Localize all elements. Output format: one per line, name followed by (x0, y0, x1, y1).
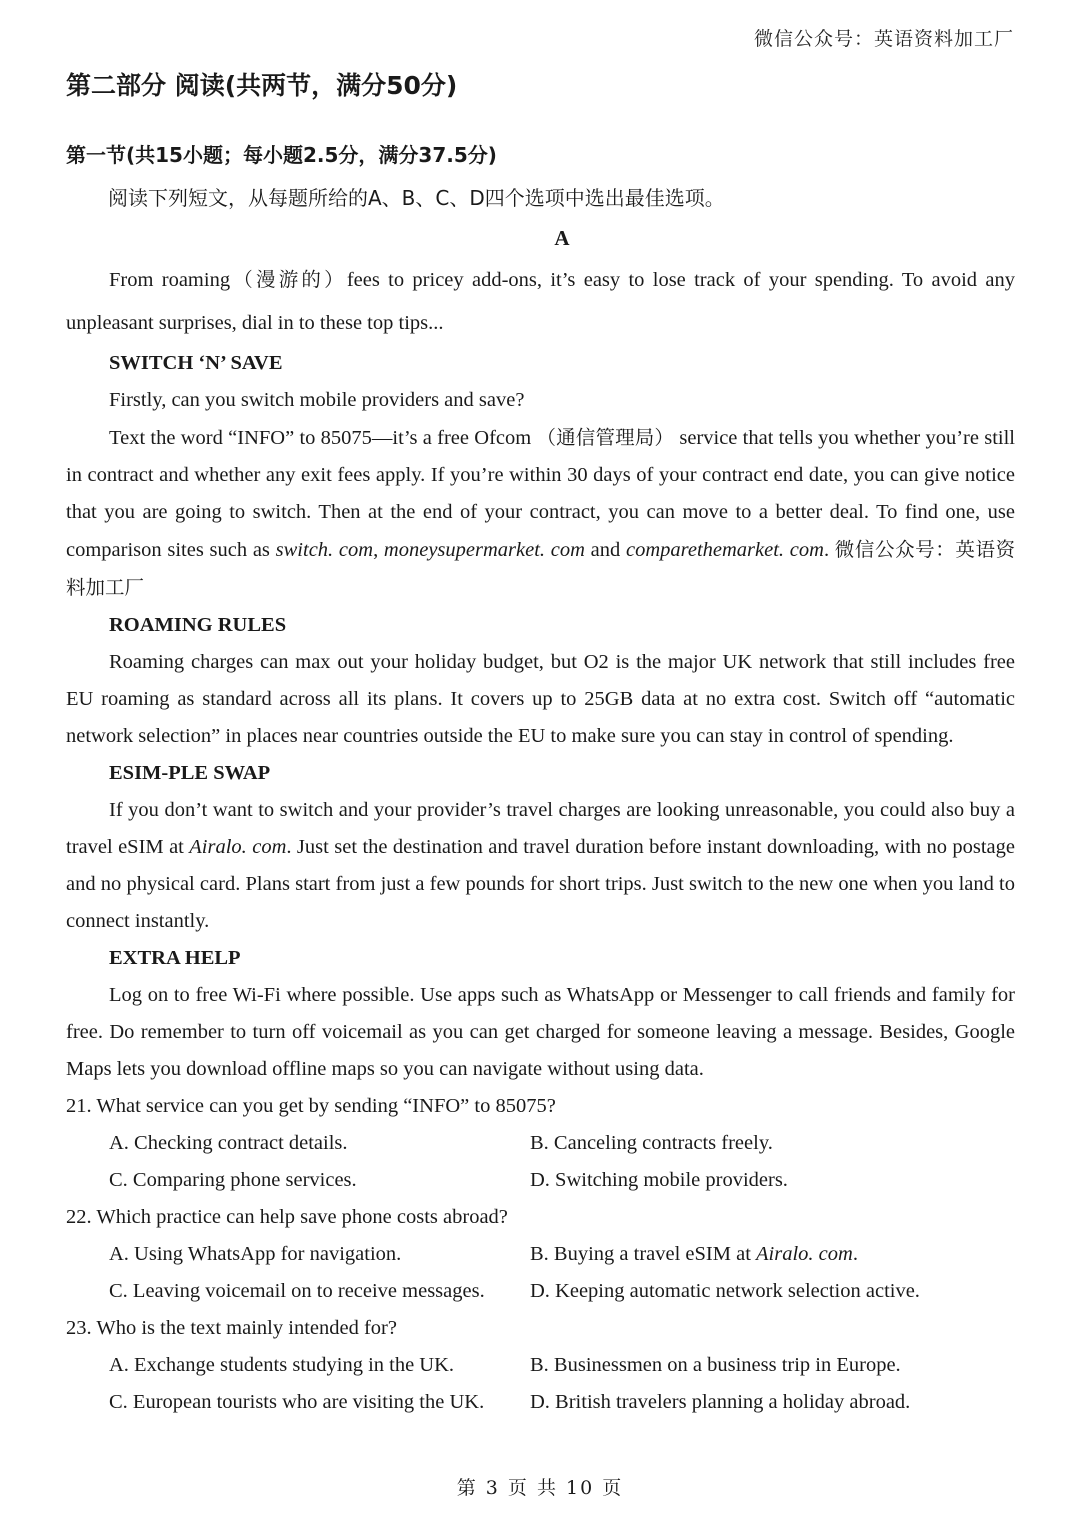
switch-text-b: service that tells you whether you’re still in contract and whether any exit fees apply. If you’re within 30 days of your contract end date, you can give notice that you are going to switch. Then at the end of your contract, you can move to a better deal. To find one, use comparison sites such as (66, 427, 1015, 561)
esim-text-1: If you don’t want to switch and your provider’s travel charges are looking unreasonable, you could also buy a travel eSIM at (66, 799, 1015, 858)
q21-option-d[interactable]: D. Switching mobile providers. (530, 1169, 788, 1191)
question-23-options (66, 1347, 1015, 1421)
heading-roaming: ROAMING RULES (109, 614, 287, 636)
switch-cjk-note: （通信管理局） (536, 426, 675, 449)
instruction: 阅读下列短文，从每题所给的A、B、C、D四个选项中选出最佳选项。 (108, 186, 725, 210)
q22-option-b[interactable] (530, 1236, 1010, 1273)
site-moneysupermarket: moneysupermarket. com (383, 539, 585, 561)
extra-help-paragraph: Log on to free Wi-Fi where possible. Use apps such as WhatsApp or Messenger to call friends and family for free. Do remember to turn off voicemail as you can get charged for someone leaving a message. Besides, Google Maps lets you download offline maps so you can navigate without using data. (66, 984, 1015, 1080)
heading-esim: ESIM-PLE SWAP (109, 762, 271, 784)
q21-option-b[interactable]: B. Canceling contracts freely. (530, 1132, 773, 1154)
q23-option-a[interactable]: A. Exchange students studying in the UK. (109, 1354, 455, 1376)
sep-1: , (373, 539, 379, 561)
heading-extra-help: EXTRA HELP (109, 947, 241, 969)
q22-option-b-text: B. Buying a travel eSIM at (530, 1243, 751, 1265)
q22-option-c[interactable]: C. Leaving voicemail on to receive messages. (109, 1280, 485, 1302)
esim-paragraph (66, 792, 1015, 940)
question-23-stem: 23. Who is the text mainly intended for? (66, 1317, 397, 1339)
sep-2: and (590, 539, 621, 561)
question-21-options (66, 1125, 1015, 1199)
esim-text-2: . Just set the destination and travel duration before instant downloading, with no postage and no physical card. Plans start from just a few pounds for short trips. Just switch to the new one when you land to connect instantly. (66, 836, 1015, 932)
q22-option-d[interactable]: D. Keeping automatic network selection active. (530, 1280, 920, 1302)
q22-option-b-site: Airalo. com (756, 1243, 853, 1265)
switch-paragraph-1: Firstly, can you switch mobile providers and save? (109, 389, 525, 411)
site-airalo: Airalo. com (189, 836, 287, 858)
intro-cjk-note: （漫游的） (230, 268, 347, 291)
q22-option-a[interactable]: A. Using WhatsApp for navigation. (109, 1243, 402, 1265)
q21-option-a[interactable]: A. Checking contract details. (109, 1132, 348, 1154)
site-switch: switch. com (275, 539, 374, 561)
switch-paragraph-2 (66, 419, 1015, 607)
switch-tail: . (823, 539, 830, 561)
page-number: 第 3 页 共 10 页 (456, 1477, 624, 1499)
question-21-stem: 21. What service can you get by sending “INFO” to 85075? (66, 1095, 556, 1117)
header-watermark: 微信公众号：英语资料加工厂 (753, 28, 1014, 50)
heading-switch: SWITCH ‘N’ SAVE (109, 352, 283, 374)
passage-label: A (554, 226, 570, 250)
roaming-paragraph: Roaming charges can max out your holiday budget, but O2 is the major UK network that still includes free EU roaming as standard across all its plans. It covers up to 25GB data at no extra cost. Switch off “automatic network selection” in places near countries outside the EU to make sure you can stay in control of spending. (66, 651, 1015, 747)
q23-option-d[interactable]: D. British travelers planning a holiday abroad. (530, 1391, 911, 1413)
q23-option-b[interactable]: B. Businessmen on a business trip in Europe. (530, 1354, 901, 1376)
q21-option-c[interactable]: C. Comparing phone services. (109, 1169, 357, 1191)
q22-option-b-end: . (852, 1243, 858, 1265)
q23-option-c[interactable]: C. European tourists who are visiting the UK. (109, 1391, 485, 1413)
intro-text-2: fees to pricey add-ons, it’s easy to lose track of your spending. To avoid any unpleasant surprises, dial in to these top tips... (66, 269, 1015, 334)
intro-paragraph (66, 258, 1015, 345)
question-22-stem: 22. Which practice can help save phone costs abroad? (66, 1206, 508, 1228)
part-title: 第二部分 阅读(共两节，满分50分) (66, 71, 458, 100)
switch-text-a: Text the word “INFO” to 85075—it’s a free Ofcom (109, 427, 532, 449)
site-comparethemarket: comparethemarket. com (625, 539, 824, 561)
inline-watermark: 微信公众号：英语资料加工厂 (66, 538, 1016, 599)
passage-body (66, 258, 1015, 1421)
section-title: 第一节(共15小题；每小题2.5分，满分37.5分) (66, 143, 497, 167)
intro-text-1: From roaming (109, 269, 231, 291)
question-22-options (66, 1236, 1015, 1310)
